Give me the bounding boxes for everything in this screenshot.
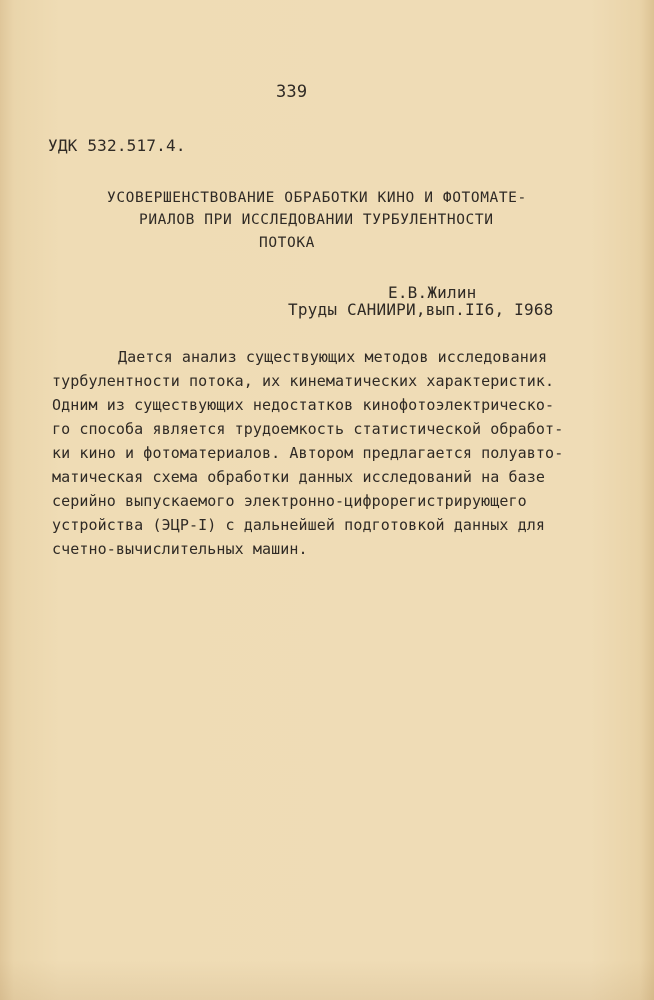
abstract-line-9: счетно-вычислительных машин. — [52, 540, 308, 558]
author-name: Е.В.Жилин — [388, 283, 477, 302]
abstract-line-7: серийно выпускаемого электронно-цифрорегистрирующего — [52, 492, 527, 510]
abstract-line-2: турбулентности потока, их кинематических характеристик. — [52, 372, 555, 390]
abstract-line-8: устройства (ЭЦР-I) с дальнейшей подготовкой данных для — [52, 516, 546, 534]
abstract-line-5: ки кино и фотоматериалов. Автором предлагается полуавто- — [52, 444, 564, 462]
udk-code: УДК 532.517.4. — [48, 136, 186, 155]
abstract-line-4: го способа является трудоемкость статистической обработ- — [52, 420, 564, 438]
publication-source: Труды САНИИРИ,вып.II6, I968 — [288, 300, 554, 319]
abstract-line-6: матическая схема обработки данных исследований на базе — [52, 468, 546, 486]
abstract-line-1: Дается анализ существующих методов исследования — [118, 348, 548, 366]
abstract-line-3: Одним из существующих недостатков кинофотоэлектрическо- — [52, 396, 555, 414]
page-number: 339 — [276, 82, 308, 102]
title-line-3: ПОТОКА — [259, 235, 315, 251]
title-line-2: РИАЛОВ ПРИ ИССЛЕДОВАНИИ ТУРБУЛЕНТНОСТИ — [139, 212, 494, 228]
title-line-1: УСОВЕРШЕНСТВОВАНИЕ ОБРАБОТКИ КИНО И ФОТОМАТЕ- — [107, 190, 527, 206]
